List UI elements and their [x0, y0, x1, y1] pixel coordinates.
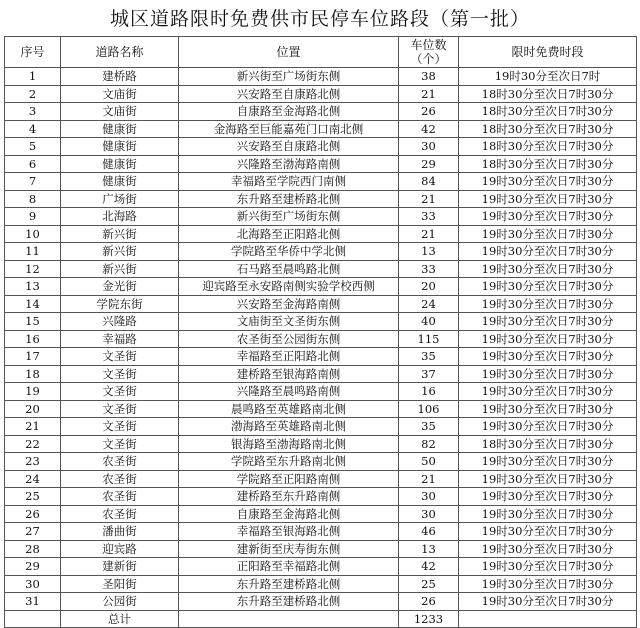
cell-count: 26 — [399, 103, 459, 121]
table-row — [5, 68, 637, 86]
cell-time: 19时30分至次日7时30分 — [459, 470, 637, 488]
header-time: 限时免费时段 — [459, 37, 637, 68]
cell-count: 115 — [399, 330, 459, 348]
cell-no: 2 — [5, 85, 61, 103]
cell-count: 16 — [399, 383, 459, 401]
cell-count: 84 — [399, 173, 459, 191]
table-row — [5, 260, 637, 278]
cell-time: 19时30分至次日7时30分 — [459, 383, 637, 401]
cell-no: 25 — [5, 488, 61, 506]
cell-no: 30 — [5, 575, 61, 593]
cell-road: 文圣街 — [61, 418, 179, 436]
cell-time: 18时30分至次日7时30分 — [459, 435, 637, 453]
cell-time: 19时30分至次日7时30分 — [459, 505, 637, 523]
cell-count: 42 — [399, 558, 459, 576]
cell-time: 19时30分至次日7时30分 — [459, 523, 637, 541]
cell-no: 20 — [5, 400, 61, 418]
cell-position: 银海路至渤海路南北侧 — [179, 435, 399, 453]
table-row — [5, 225, 637, 243]
cell-count: 13 — [399, 243, 459, 261]
table-row — [5, 488, 637, 506]
cell-count: 37 — [399, 365, 459, 383]
cell-position: 新兴街至广场街东侧 — [179, 68, 399, 86]
parking-table — [4, 36, 637, 628]
cell-position: 自康路至金海路北侧 — [179, 103, 399, 121]
cell-count: 21 — [399, 85, 459, 103]
cell-time: 18时30分至次日7时30分 — [459, 155, 637, 173]
cell-no: 16 — [5, 330, 61, 348]
cell-road: 健康街 — [61, 173, 179, 191]
cell-time: 19时30分至次日7时30分 — [459, 260, 637, 278]
cell-road: 文庙街 — [61, 85, 179, 103]
cell-position: 晨鸣路至英雄路南北侧 — [179, 400, 399, 418]
cell-count: 30 — [399, 488, 459, 506]
cell-road: 文庙街 — [61, 103, 179, 121]
cell-position: 北海路至正阳路北侧 — [179, 225, 399, 243]
cell-position: 金海路至巨能嘉苑门口南北侧 — [179, 120, 399, 138]
cell-position: 学院路至华侨中学北侧 — [179, 243, 399, 261]
cell-count: 40 — [399, 313, 459, 331]
cell-time: 19时30分至次日7时30分 — [459, 190, 637, 208]
header-road: 道路名称 — [61, 37, 179, 68]
cell-road: 幸福路 — [61, 330, 179, 348]
table-row — [5, 313, 637, 331]
cell-road: 文圣街 — [61, 383, 179, 401]
cell-no: 12 — [5, 260, 61, 278]
cell-count: 25 — [399, 575, 459, 593]
table-row — [5, 593, 637, 611]
cell-count: 20 — [399, 278, 459, 296]
cell-no: 17 — [5, 348, 61, 366]
cell-road: 健康街 — [61, 155, 179, 173]
cell-count: 35 — [399, 418, 459, 436]
cell-position: 东升路至建桥路北侧 — [179, 593, 399, 611]
cell-road: 新兴街 — [61, 260, 179, 278]
table-row — [5, 155, 637, 173]
cell-position: 幸福路至正阳路北侧 — [179, 348, 399, 366]
cell-time: 19时30分至次日7时30分 — [459, 348, 637, 366]
cell-position: 兴安路至金海路南侧 — [179, 295, 399, 313]
cell-no: 31 — [5, 593, 61, 611]
table-row — [5, 435, 637, 453]
table-header-row — [5, 37, 637, 68]
cell-position: 渤海路至英雄路南北侧 — [179, 418, 399, 436]
cell-road: 健康街 — [61, 120, 179, 138]
cell-position: 石马路至晨鸣路北侧 — [179, 260, 399, 278]
table-row — [5, 173, 637, 191]
cell-count: 33 — [399, 208, 459, 226]
cell-time: 19时30分至次日7时30分 — [459, 365, 637, 383]
cell-count: 21 — [399, 225, 459, 243]
cell-count: 30 — [399, 505, 459, 523]
cell-time: 19时30分至次日7时30分 — [459, 488, 637, 506]
cell-position: 兴隆路至晨鸣路南侧 — [179, 383, 399, 401]
cell-no: 1 — [5, 68, 61, 86]
cell-position: 自康路至金海路北侧 — [179, 505, 399, 523]
table-row — [5, 120, 637, 138]
cell-count: 13 — [399, 540, 459, 558]
cell-road: 农圣街 — [61, 470, 179, 488]
cell-time: 19时30分至次日7时30分 — [459, 575, 637, 593]
cell-count: 29 — [399, 155, 459, 173]
cell-position: 建桥路至东升路南侧 — [179, 488, 399, 506]
cell-road: 广场街 — [61, 190, 179, 208]
cell-position: 东升路至建桥路北侧 — [179, 190, 399, 208]
document-title: 城区道路限时免费供市民停车位路段（第一批） — [109, 8, 530, 30]
cell-no: 14 — [5, 295, 61, 313]
total-row — [5, 610, 637, 628]
table-row — [5, 558, 637, 576]
cell-position: 幸福路至银海路北侧 — [179, 523, 399, 541]
cell-time: 19时30分至次日7时30分 — [459, 278, 637, 296]
cell-position: 新兴街至广场街东侧 — [179, 208, 399, 226]
header-count-line2: （个） — [410, 52, 447, 66]
table-row — [5, 418, 637, 436]
header-count-line1: 车位数 — [410, 38, 447, 52]
table-row — [5, 540, 637, 558]
cell-position: 学院路至正阳路南侧 — [179, 470, 399, 488]
cell-time: 19时30分至次日7时30分 — [459, 313, 637, 331]
cell-no: 9 — [5, 208, 61, 226]
cell-time: 18时30分至次日7时30分 — [459, 103, 637, 121]
cell-time: 19时30分至次日7时30分 — [459, 558, 637, 576]
cell-road: 公园街 — [61, 593, 179, 611]
cell-count: 33 — [399, 260, 459, 278]
cell-position: 兴安路至自康路北侧 — [179, 138, 399, 156]
cell-no: 24 — [5, 470, 61, 488]
table-row — [5, 505, 637, 523]
cell-count: 35 — [399, 348, 459, 366]
total-label: 总计 — [61, 610, 179, 628]
cell-no: 11 — [5, 243, 61, 261]
cell-count: 21 — [399, 470, 459, 488]
cell-road: 文圣街 — [61, 435, 179, 453]
cell-time: 19时30分至次日7时30分 — [459, 540, 637, 558]
cell-count: 24 — [399, 295, 459, 313]
cell-road: 学院东街 — [61, 295, 179, 313]
cell-position: 东升路至建桥路北侧 — [179, 575, 399, 593]
cell-count: 106 — [399, 400, 459, 418]
header-count — [399, 37, 459, 68]
cell-road: 农圣街 — [61, 453, 179, 471]
cell-road: 文圣街 — [61, 348, 179, 366]
cell-road: 农圣街 — [61, 488, 179, 506]
cell-time: 19时30分至次日7时30分 — [459, 330, 637, 348]
table-row — [5, 383, 637, 401]
table-body — [5, 68, 637, 611]
cell-position: 兴安路至自康路北侧 — [179, 85, 399, 103]
cell-time: 19时30分至次日7时30分 — [459, 400, 637, 418]
cell-road: 建新街 — [61, 558, 179, 576]
cell-time: 19时30分至次日7时30分 — [459, 593, 637, 611]
cell-position: 建桥路至银海路南侧 — [179, 365, 399, 383]
cell-count: 46 — [399, 523, 459, 541]
cell-no: 27 — [5, 523, 61, 541]
cell-road: 圣阳街 — [61, 575, 179, 593]
cell-no: 15 — [5, 313, 61, 331]
table-row — [5, 470, 637, 488]
cell-no: 13 — [5, 278, 61, 296]
cell-no: 29 — [5, 558, 61, 576]
table-row — [5, 365, 637, 383]
cell-time: 19时30分至次日7时30分 — [459, 418, 637, 436]
table-row — [5, 208, 637, 226]
cell-road: 迎宾路 — [61, 540, 179, 558]
cell-road: 新兴街 — [61, 243, 179, 261]
cell-time: 19时30分至次日7时30分 — [459, 173, 637, 191]
table-row — [5, 138, 637, 156]
cell-count: 21 — [399, 190, 459, 208]
cell-time: 19时30分至次日7时30分 — [459, 453, 637, 471]
cell-position: 迎宾路至永安路南侧实验学校西侧 — [179, 278, 399, 296]
total-count: 1233 — [399, 610, 459, 628]
cell-road: 建桥路 — [61, 68, 179, 86]
cell-count: 26 — [399, 593, 459, 611]
cell-count: 30 — [399, 138, 459, 156]
cell-road: 兴隆路 — [61, 313, 179, 331]
cell-no: 22 — [5, 435, 61, 453]
cell-count: 82 — [399, 435, 459, 453]
cell-no: 3 — [5, 103, 61, 121]
cell-road: 北海路 — [61, 208, 179, 226]
cell-no: 18 — [5, 365, 61, 383]
cell-count: 38 — [399, 68, 459, 86]
cell-time: 18时30分至次日7时30分 — [459, 120, 637, 138]
cell-no: 10 — [5, 225, 61, 243]
cell-road: 新兴街 — [61, 225, 179, 243]
cell-position: 文庙街至文圣街东侧 — [179, 313, 399, 331]
cell-position: 正阳路至幸福路北侧 — [179, 558, 399, 576]
cell-no: 21 — [5, 418, 61, 436]
cell-time: 19时30分至次日7时30分 — [459, 295, 637, 313]
cell-time: 19时30分至次日7时 — [459, 68, 637, 86]
table-row — [5, 523, 637, 541]
table-row — [5, 575, 637, 593]
cell-road: 健康街 — [61, 138, 179, 156]
cell-time: 19时30分至次日7时30分 — [459, 243, 637, 261]
cell-no: 4 — [5, 120, 61, 138]
cell-road: 金光街 — [61, 278, 179, 296]
header-position: 位置 — [179, 37, 399, 68]
cell-road: 文圣街 — [61, 365, 179, 383]
table-row — [5, 85, 637, 103]
total-empty-cell — [459, 610, 637, 628]
cell-time: 19时30分至次日7时30分 — [459, 208, 637, 226]
table-row — [5, 190, 637, 208]
total-empty-cell — [5, 610, 61, 628]
cell-no: 5 — [5, 138, 61, 156]
table-row — [5, 243, 637, 261]
cell-no: 7 — [5, 173, 61, 191]
cell-time: 18时30分至次日7时30分 — [459, 85, 637, 103]
cell-road: 农圣街 — [61, 505, 179, 523]
cell-count: 50 — [399, 453, 459, 471]
cell-no: 28 — [5, 540, 61, 558]
cell-position: 建新街至庆寿街东侧 — [179, 540, 399, 558]
cell-time: 18时30分至次日7时30分 — [459, 138, 637, 156]
cell-time: 19时30分至次日7时30分 — [459, 225, 637, 243]
cell-no: 6 — [5, 155, 61, 173]
table-row — [5, 348, 637, 366]
table-row — [5, 103, 637, 121]
cell-road: 潘曲街 — [61, 523, 179, 541]
cell-no: 19 — [5, 383, 61, 401]
table-row — [5, 278, 637, 296]
cell-no: 26 — [5, 505, 61, 523]
cell-count: 42 — [399, 120, 459, 138]
cell-road: 文圣街 — [61, 400, 179, 418]
cell-position: 农圣街至公园街东侧 — [179, 330, 399, 348]
cell-no: 23 — [5, 453, 61, 471]
table-row — [5, 330, 637, 348]
header-no: 序号 — [5, 37, 61, 68]
table-row — [5, 453, 637, 471]
table-row — [5, 400, 637, 418]
cell-no: 8 — [5, 190, 61, 208]
table-row — [5, 295, 637, 313]
total-empty-cell — [179, 610, 399, 628]
cell-position: 学院路至东升路南北侧 — [179, 453, 399, 471]
cell-position: 幸福路至学院西门南侧 — [179, 173, 399, 191]
cell-position: 兴隆路至渤海路南侧 — [179, 155, 399, 173]
